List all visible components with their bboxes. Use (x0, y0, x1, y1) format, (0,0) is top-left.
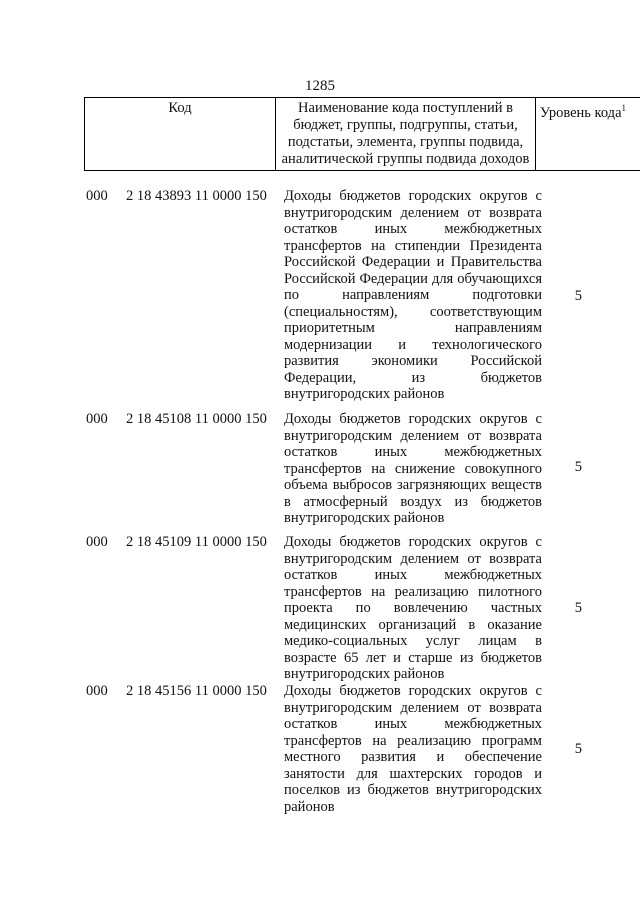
code-level: 5 (574, 288, 582, 304)
header-level-label: Уровень кода (539, 104, 622, 121)
admin-code: 000 (86, 683, 108, 699)
admin-code: 000 (86, 534, 108, 550)
revenue-code: 2 18 43893 11 0000 150 (126, 188, 267, 204)
revenue-code: 2 18 45109 11 0000 150 (126, 534, 267, 550)
code-level: 5 (574, 741, 582, 757)
table-row (86, 683, 590, 823)
table-row (86, 534, 590, 683)
revenue-name: Доходы бюджетов городских округов с внутригородским делением от возврата остатков иных межбюджетных трансфертов на реализацию программ местного развития и обеспечение занятости для шахтерских городов и поселков из бюджетов внутригородских районов (284, 683, 542, 815)
table-row (86, 188, 590, 411)
revenue-code-list (86, 188, 590, 823)
footnote-marker: 1 (621, 103, 626, 113)
code-level: 5 (574, 600, 582, 616)
revenue-name: Доходы бюджетов городских округов с внутригородским делением от возврата остатков иных межбюджетных трансфертов на стипендии Президента Российской Федерации и Правительства Российской Федерации для обучающихся по направлениям подготовки (специальностям), соответствующим приоритетным направлениям модернизации и технологического развития экономики Российской Федерации, из бюджетов внутригородских районов (284, 188, 542, 402)
admin-code: 000 (86, 188, 108, 204)
header-level (536, 98, 640, 171)
page-number: 1285 (305, 78, 335, 94)
revenue-code: 2 18 45108 11 0000 150 (126, 411, 267, 427)
admin-code: 000 (86, 411, 108, 427)
code-level: 5 (574, 459, 582, 475)
revenue-name: Доходы бюджетов городских округов с внутригородским делением от возврата остатков иных межбюджетных трансфертов на реализацию пилотного проекта по вовлечению частных медицинских организаций в оказание медико-социальных услуг лицам в возрасте 65 лет и старше из бюджетов внутригородских районов (284, 534, 542, 682)
header-name: Наименование кода поступлений в бюджет, группы, подгруппы, статьи, подстатьи, элемента, группы подвида, аналитической группы подвида доходов (276, 98, 536, 171)
table-header (84, 97, 640, 171)
header-code: Код (85, 98, 276, 171)
table-row (86, 411, 590, 534)
revenue-name: Доходы бюджетов городских округов с внутригородским делением от возврата остатков иных межбюджетных трансфертов на снижение совокупного объема выбросов загрязняющих веществ в атмосферный воздух из бюджетов внутригородских районов (284, 411, 542, 526)
revenue-code: 2 18 45156 11 0000 150 (126, 683, 267, 699)
